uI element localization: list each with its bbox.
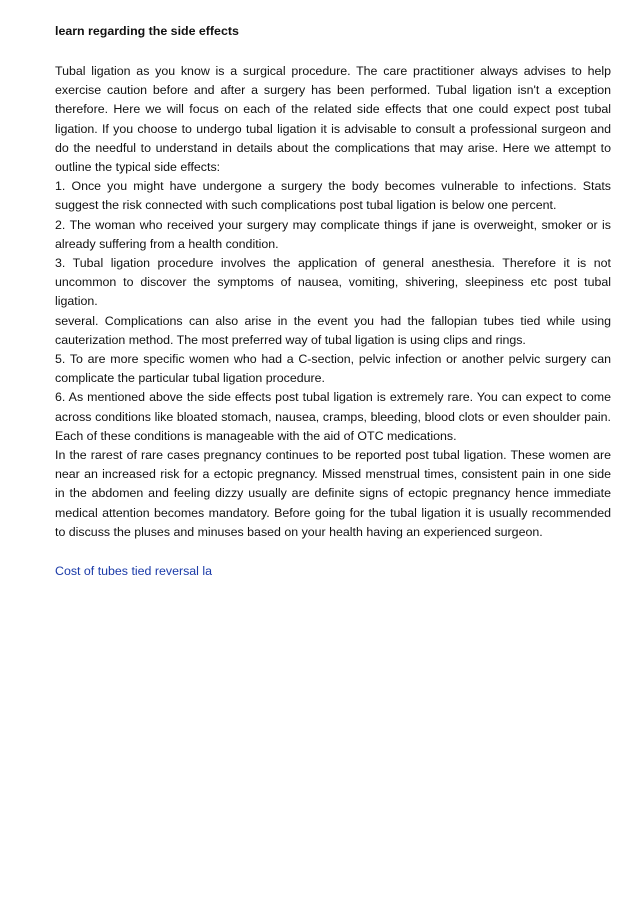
cost-reversal-link[interactable]: Cost of tubes tied reversal la <box>55 564 213 579</box>
side-effect-item-4: several. Complications can also arise in the event you had the fallopian tubes tied while using cauterization method. The most preferred way of tubal ligation is using clips and rings. <box>55 313 611 347</box>
side-effect-item-3: 3. Tubal ligation procedure involves the application of general anesthesia. Therefore it is not uncommon to discover the symptoms of nausea, vomiting, shivering, sleepiness etc post tubal ligation. <box>55 256 611 309</box>
side-effect-item-5: 5. To are more specific women who had a C-section, pelvic infection or another pelvic surgery can complicate the particular tubal ligation procedure. <box>55 352 611 386</box>
document-heading: learn regarding the side effects <box>55 24 239 38</box>
document-body <box>55 62 611 542</box>
intro-paragraph: Tubal ligation as you know is a surgical procedure. The care practitioner always advises to help exercise caution before and after a surgery has been performed. Tubal ligation isn't a exception therefore. Here we will focus on each of the related side effects that one could expect post tubal ligation. If you choose to undergo tubal ligation it is advisable to consult a professional surgeon and do the needful to understand in details about the complications that may arise. Here we attempt to outline the typical side effects: <box>55 64 611 175</box>
side-effect-item-1: 1. Once you might have undergone a surgery the body becomes vulnerable to infections. Stats suggest the risk connected with such complications post tubal ligation is below one percent. <box>55 179 611 213</box>
closing-paragraph: In the rarest of rare cases pregnancy continues to be reported post tubal ligation. These women are near an increased risk for a ectopic pregnancy. Missed menstrual times, consistent pain in one side in the abdomen and feeling dizzy usually are definite signs of ectopic pregnancy hence immediate medical attention becomes mandatory. Before going for the tubal ligation it is usually recommended to discuss the pluses and minuses based on your health having an experienced surgeon. <box>55 448 611 539</box>
document-page <box>55 22 611 580</box>
side-effect-item-2: 2. The woman who received your surgery may complicate things if jane is overweight, smoker or is already suffering from a health condition. <box>55 217 611 251</box>
side-effect-item-6: 6. As mentioned above the side effects post tubal ligation is extremely rare. You can expect to come across conditions like bloated stomach, nausea, cramps, bleeding, blood clots or even shoulder pain. Each of these conditions is manageable with the aid of OTC medications. <box>55 390 611 443</box>
